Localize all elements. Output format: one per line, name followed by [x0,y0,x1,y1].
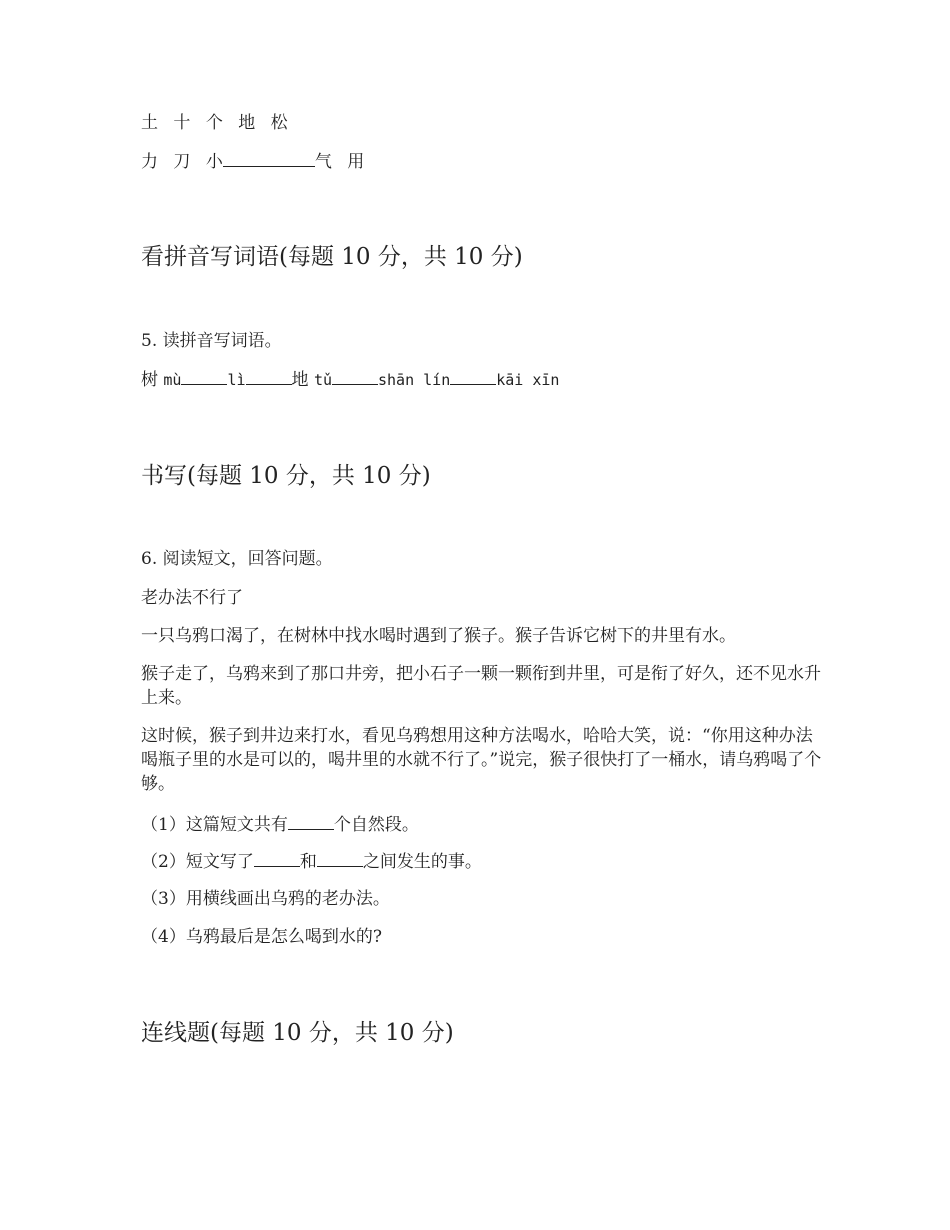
pinyin: kāi xīn [496,371,560,389]
pinyin: tǔ [313,371,332,389]
char: 气 [314,152,332,172]
pinyin: lì [227,371,246,389]
passage-paragraph: 一只乌鸦口渴了，在树林中找水喝时遇到了猴子。猴子告诉它树下的井里有水。 [141,626,736,646]
sub-question-text: （1）这篇短文共有 [141,815,288,835]
sub-question-text: （2）短文写了 [141,852,254,872]
answer-blank[interactable] [223,148,315,167]
sub-question-3: （3）用横线画出乌鸦的老办法。 [141,889,390,909]
char: 树 [141,370,158,390]
answer-blank[interactable] [181,366,227,385]
question-5-prompt: 5. 读拼音写词语。 [141,331,282,351]
char: 土 [141,113,158,133]
char: 地 [291,370,309,390]
pinyin: shān lín [378,371,451,389]
sub-question-4: （4）乌鸦最后是怎么喝到水的? [141,927,382,947]
char: 用 [347,152,365,172]
sub-question-text: 个自然段。 [333,815,419,835]
section-heading-writing: 书写(每题 10 分，共 10 分) [141,463,431,489]
character-row-1 [141,110,288,136]
passage-paragraph: 这时候，猴子到井边来打水，看见乌鸦想用这种方法喝水，哈哈大笑，说：“你用这种办法喝瓶子里的水是可以的，喝井里的水就不行了。”说完，猴子很快打了一桶水，请乌鸦喝了个够。 [141,726,822,794]
question-5-pinyin-row [141,366,559,393]
char: 十 [173,113,191,133]
char: 力 [141,152,158,172]
sub-question-text: 和 [299,852,317,872]
answer-blank[interactable] [332,366,378,385]
sub-question-text: 之间发生的事。 [362,852,482,872]
char: 地 [238,113,256,133]
passage-paragraph: 猴子走了，乌鸦来到了那口井旁，把小石子一颗一颗衔到井里，可是衔了好久，还不见水升上来。 [141,664,821,708]
answer-blank[interactable] [288,811,334,830]
answer-blank[interactable] [254,848,300,867]
section-heading-pinyin: 看拼音写词语(每题 10 分，共 10 分) [141,244,523,270]
answer-blank[interactable] [317,848,363,867]
character-row-2 [141,148,364,175]
char: 刀 [173,152,191,172]
char: 个 [205,113,223,133]
char: 松 [270,113,288,133]
passage-title: 老办法不行了 [141,588,243,608]
answer-blank[interactable] [246,366,292,385]
pinyin: mù [163,371,182,389]
question-6-prompt: 6. 阅读短文，回答问题。 [141,549,333,569]
sub-question-1 [141,811,419,838]
section-heading-matching: 连线题(每题 10 分，共 10 分) [141,1020,454,1046]
sub-question-2 [141,848,482,875]
answer-blank[interactable] [450,366,496,385]
char: 小 [205,152,223,172]
